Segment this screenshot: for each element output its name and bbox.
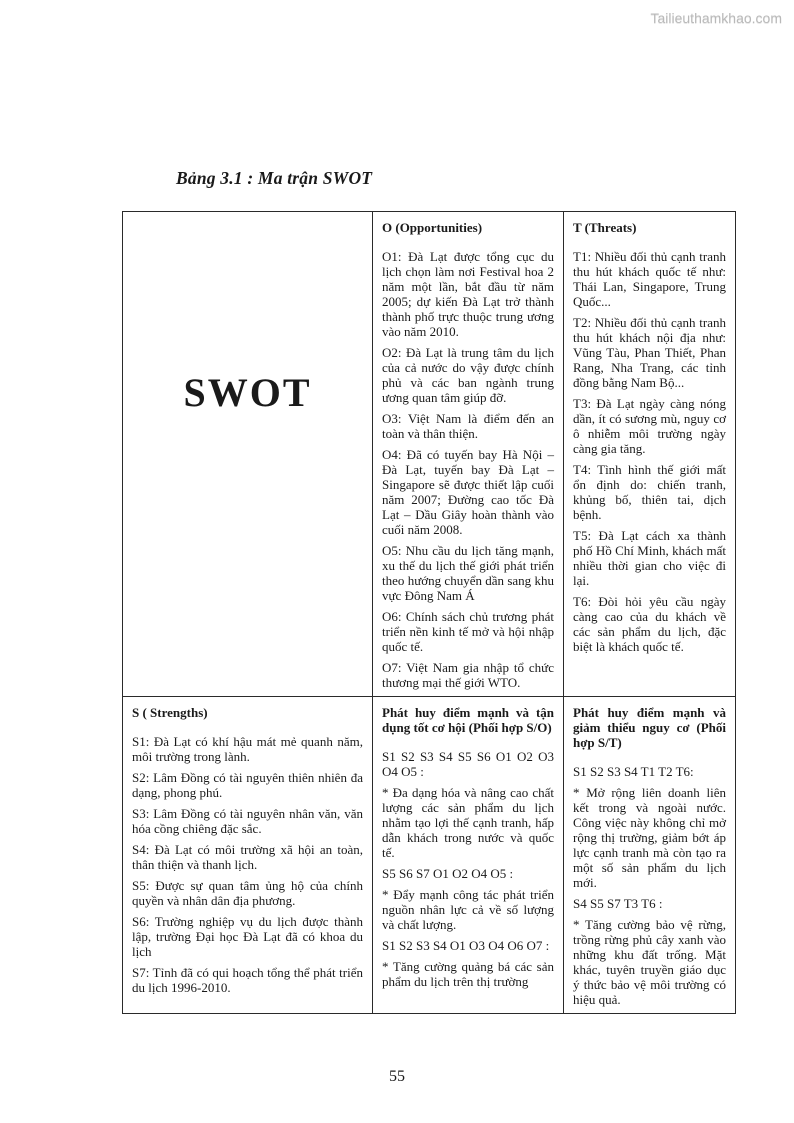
watermark: Tailieuthamkhao.com [650,10,782,26]
swot-label-cell [123,212,373,697]
table-row [123,212,736,697]
list-item: S5: Được sự quan tâm ủng hộ của chính quyền và nhân dân địa phương. [132,878,363,908]
table-caption: Bảng 3.1 : Ma trận SWOT [176,168,373,188]
list-item: O3: Việt Nam là điểm đến an toàn và thân thiện. [382,411,554,441]
list-item: * Tăng cường bảo vệ rừng, trồng rừng phủ cây xanh vào những khu đất trống. Mặt khác, tuyên truyền giáo dục ý thức bảo vệ môi trường có hiệu quả. [573,917,726,1007]
st-strategies-cell [564,697,736,1014]
opportunities-cell [373,212,564,697]
list-item: O1: Đà Lạt được tổng cục du lịch chọn làm nơi Festival hoa 2 năm một lần, bắt đầu từ năm 2005; dự kiến Đà Lạt trở thành thành phố trực thuộc trung ương vào năm 2010. [382,249,554,339]
list-item: S1 S2 S3 S4 O1 O3 O4 O6 O7 : [382,938,550,953]
list-item: T6: Đòi hỏi yêu cầu ngày càng cao của du khách về các sản phẩm du lịch, đặc biệt là khách quốc tế. [573,594,726,654]
list-item: T1: Nhiều đối thủ cạnh tranh thu hút khách quốc tế như: Thái Lan, Singapore, Trung Quốc... [573,249,726,309]
list-item: T5: Đà Lạt cách xa thành phố Hồ Chí Minh, khách mất nhiều thời gian cho việc đi lại. [573,528,726,588]
opportunities-list [382,249,554,690]
list-item: T4: Tình hình thế giới mất ổn định do: chiến tranh, khủng bố, thiên tai, dịch bệnh. [573,462,726,522]
strengths-list [132,734,363,995]
table-row [123,697,736,1014]
list-item: S4: Đà Lạt có môi trường xã hội an toàn, thân thiện và thanh lịch. [132,842,363,872]
threats-header: T (Threats) [573,220,637,235]
threats-cell [564,212,736,697]
page-number: 55 [389,1068,405,1085]
list-item: T2: Nhiều đối thủ cạnh tranh thu hút khách nội địa như: Vũng Tàu, Phan Thiết, Phan Rang, Nha Trang, các tỉnh đồng bằng Nam Bộ... [573,315,726,390]
so-strategies-cell [373,697,564,1014]
list-item: T3: Đà Lạt ngày càng nóng dần, ít có sương mù, nguy cơ ô nhiễm môi trường ngày càng gia tăng. [573,396,726,456]
threats-list [573,249,726,654]
list-item: * Mở rộng liên doanh liên kết trong và ngoài nước. Công việc này không chỉ mở rộng thị trường, giảm bớt áp lực cạnh tranh mà còn tạo ra một số sản phẩm du lịch mới. [573,785,726,890]
list-item: S1 S2 S3 S4 T1 T2 T6: [573,764,694,779]
list-item: * Tăng cường quảng bá các sản phẩm du lịch trên thị trường [382,959,554,989]
list-item: * Đa dạng hóa và nâng cao chất lượng các sản phẩm du lịch nhằm tạo lợi thế cạnh tranh, hấp dẫn khách trong nước và quốc tế. [382,785,554,860]
list-item: O6: Chính sách chủ trương phát triển nền kinh tế mở và hội nhập quốc tế. [382,609,554,654]
strengths-header: S ( Strengths) [132,705,208,720]
swot-matrix-table [122,211,736,1014]
list-item: O4: Đã có tuyến bay Hà Nội – Đà Lạt, tuyến bay Đà Lạt – Singapore sẽ được thiết lập cuối năm 2007; Đường cao tốc Đà Lạt – Dầu Giây hoàn thành vào cuối năm 2008. [382,447,554,537]
list-item: S6: Trường nghiệp vụ du lịch được thành lập, trường Đại học Đà Lạt đã có khoa du lịch [132,914,363,959]
so-strategies-header: Phát huy điểm mạnh và tận dụng tốt cơ hội (Phối hợp S/O) [382,705,554,735]
swot-label: SWOT [183,370,312,415]
list-item: S7: Tỉnh đã có qui hoạch tổng thể phát triển du lịch 1996-2010. [132,965,363,995]
list-item: * Đẩy mạnh công tác phát triển nguồn nhân lực cả về số lượng và chất lượng. [382,887,554,932]
list-item: S1: Đà Lạt có khí hậu mát mẻ quanh năm, môi trường trong lành. [132,734,363,764]
list-item: O2: Đà Lạt là trung tâm du lịch của cả nước do vậy được chính phủ và các ban ngành trung ương quan tâm giúp đỡ. [382,345,554,405]
list-item: O5: Nhu cầu du lịch tăng mạnh, xu thế du lịch thế giới phát triển theo hướng chuyển dần sang khu vực Đông Nam Á [382,543,554,603]
list-item: S1 S2 S3 S4 S5 S6 O1 O2 O3 O4 O5 : [382,749,554,779]
st-strategies-header: Phát huy điểm mạnh và giảm thiểu nguy cơ (Phối hợp S/T) [573,705,726,750]
list-item: S2: Lâm Đồng có tài nguyên thiên nhiên đa dạng, phong phú. [132,770,363,800]
opportunities-header: O (Opportunities) [382,220,483,235]
list-item: S5 S6 S7 O1 O2 O4 O5 : [382,866,514,881]
so-strategies-list [382,749,554,989]
list-item: O7: Việt Nam gia nhập tổ chức thương mại thế giới WTO. [382,660,554,690]
st-strategies-list [573,764,726,1007]
strengths-cell [123,697,373,1014]
list-item: S3: Lâm Đồng có tài nguyên nhân văn, văn hóa cồng chiêng đặc sắc. [132,806,363,836]
list-item: S4 S5 S7 T3 T6 : [573,896,663,911]
